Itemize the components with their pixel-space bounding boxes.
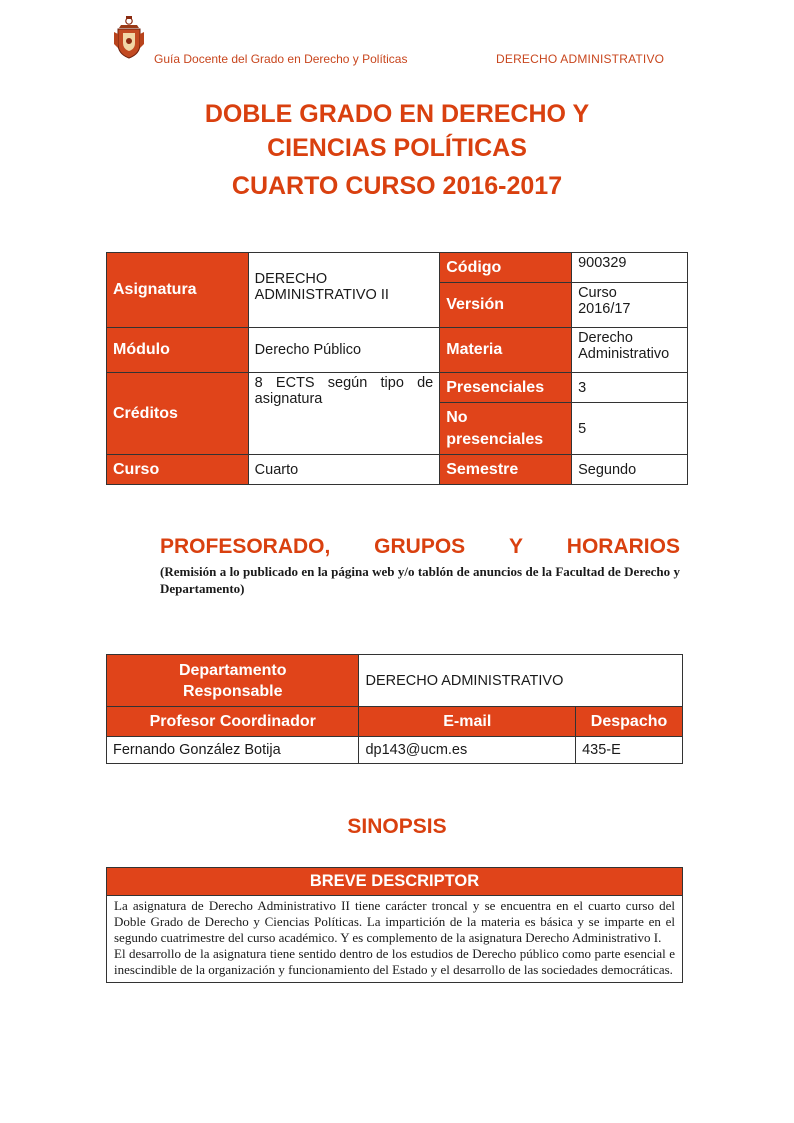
department-label-line-1: Departamento xyxy=(178,661,287,679)
codigo-label: Código xyxy=(440,253,572,283)
profesorado-heading-word: PROFESORADO, xyxy=(160,535,331,558)
profesorado-heading-word: Y xyxy=(508,535,523,558)
no-presenciales-label xyxy=(440,403,572,455)
coordinador-column-header: Profesor Coordinador xyxy=(107,707,359,737)
descriptor-body xyxy=(107,896,683,983)
version-value-line-2: 2016/17 xyxy=(578,301,631,317)
profesorado-heading xyxy=(160,535,680,559)
department-table xyxy=(106,654,683,764)
descriptor-paragraph-2: El desarrollo de la asignatura tiene sentido dentro de los estudios de Derecho público como parte esencial e inescindible de la organización y funcionamiento del Estado y el desarrollo de las sociedades democráticas. xyxy=(114,946,675,977)
department-label-line-2: Responsable xyxy=(182,682,283,700)
department-value: DERECHO ADMINISTRATIVO xyxy=(359,655,683,707)
department-label xyxy=(107,655,359,707)
profesorado-heading-word: HORARIOS xyxy=(566,535,680,558)
descriptor-header: BREVE DESCRIPTOR xyxy=(107,868,683,896)
no-presenciales-label-line-2: presenciales xyxy=(446,430,544,448)
page-title-line-1: DOBLE GRADO EN DERECHO Y xyxy=(204,100,590,128)
asignatura-label: Asignatura xyxy=(107,253,249,328)
no-presenciales-label-line-1: No xyxy=(446,408,468,426)
coordinador-despacho: 435-E xyxy=(576,737,683,764)
course-info-table xyxy=(106,252,688,485)
coordinador-email: dp143@ucm.es xyxy=(359,737,576,764)
materia-value-line-2: Administrativo xyxy=(578,346,670,362)
header-guide-title: Guía Docente del Grado en Derecho y Políticas xyxy=(154,52,408,66)
profesorado-note: (Remisión a lo publicado en la página web y/o tablón de anuncios de la Facultad de Derecho y Departamento) xyxy=(160,564,680,596)
semestre-value: Segundo xyxy=(572,455,688,485)
sinopsis-heading: SINOPSIS xyxy=(347,815,447,838)
modulo-value: Derecho Público xyxy=(248,328,440,373)
header-subject: DERECHO ADMINISTRATIVO xyxy=(496,52,665,66)
semestre-label: Semestre xyxy=(440,455,572,485)
asignatura-value: DERECHO ADMINISTRATIVO II xyxy=(248,253,440,328)
descriptor-table xyxy=(106,867,683,983)
presenciales-label: Presenciales xyxy=(440,373,572,403)
presenciales-value: 3 xyxy=(572,373,688,403)
materia-value xyxy=(572,328,688,373)
despacho-column-header: Despacho xyxy=(576,707,683,737)
modulo-label: Módulo xyxy=(107,328,249,373)
version-value-line-1: Curso xyxy=(578,285,617,301)
coordinador-name: Fernando González Botija xyxy=(107,737,359,764)
materia-value-line-1: Derecho xyxy=(578,330,633,346)
email-column-header: E-mail xyxy=(359,707,576,737)
no-presenciales-value: 5 xyxy=(572,403,688,455)
materia-label: Materia xyxy=(440,328,572,373)
curso-label: Curso xyxy=(107,455,249,485)
descriptor-paragraph-1: La asignatura de Derecho Administrativo II tiene carácter troncal y se encuentra en el cuarto curso del Doble Grado de Derecho y Ciencias Políticas. La impartición de la materia es básica y se imparte en el segundo cuatrimestre del curso académico. Y es complemento de la asignatura Derecho Administrativo I. xyxy=(114,898,675,945)
codigo-value: 900329 xyxy=(572,253,688,283)
version-label: Versión xyxy=(440,283,572,328)
page-title-line-3: CUARTO CURSO 2016-2017 xyxy=(231,172,563,200)
creditos-label: Créditos xyxy=(107,373,249,455)
creditos-value: 8 ECTS según tipo de asignatura xyxy=(248,373,440,455)
university-crest-icon xyxy=(112,14,146,60)
version-value xyxy=(572,283,688,328)
curso-value: Cuarto xyxy=(248,455,440,485)
profesorado-heading-word: GRUPOS xyxy=(374,535,466,558)
page-title-line-2: CIENCIAS POLÍTICAS xyxy=(267,134,527,162)
